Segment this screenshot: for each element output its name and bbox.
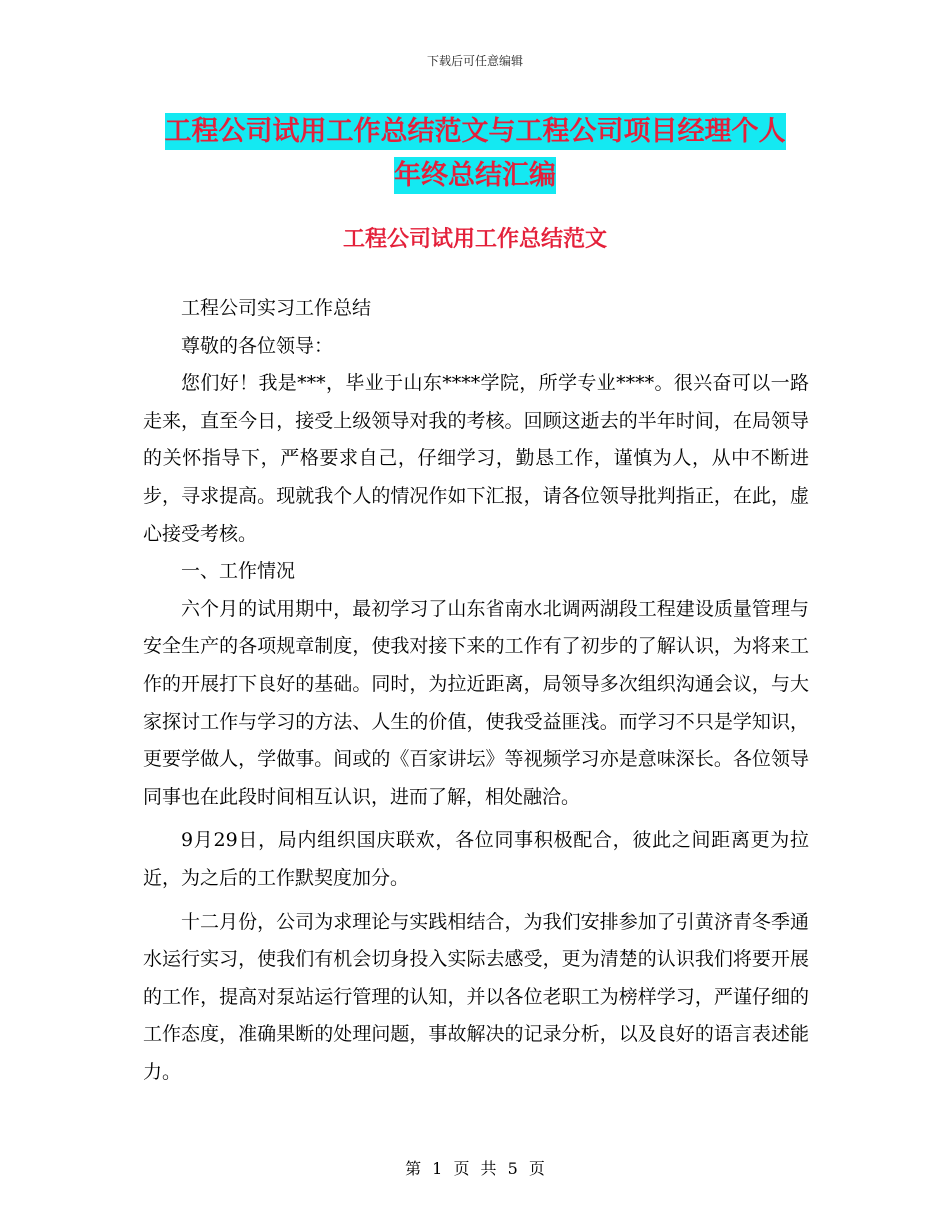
header-note: 下载后可任意编辑 (426, 54, 523, 68)
document-title (0, 110, 950, 198)
paragraph: 十二月份，公司为求理论与实践相结合，为我们安排参加了引黄济青冬季通水运行实习，使我们有机会切身投入实际去感受，更为清楚的认识我们将要开展的工作，提高对泵站运行管理的认知，并以各位老职工为榜样学习，严谨仔细的工作态度，准确果断的处理问题，事故解决的记录分析，以及良好的语言表述能力。 (143, 910, 809, 1083)
section-title: 工程公司试用工作总结范文 (342, 226, 607, 252)
body-text (143, 290, 809, 1091)
paragraph: 工程公司实习工作总结 (181, 297, 372, 319)
title-line-1: 工程公司试用工作总结范文与工程公司项目经理个人 (165, 113, 786, 150)
paragraph: 尊敬的各位领导： (181, 334, 334, 357)
title-line-2: 年终总结汇编 (394, 157, 556, 194)
paragraph: 一、工作情况 (181, 560, 296, 583)
paragraph: 六个月的试用期中，最初学习了山东省南水北调两湖段工程建设质量管理与安全生产的各项规章制度，使我对接下来的工作有了初步的了解认识，为将来工作的开展打下良好的基础。同时，为拉近距离，局领导多次组织沟通会议，与大家探讨工作与学习的方法、人生的价值，使我受益匪浅。而学习不只是学知识，更要学做人，学做事。间或的《百家讲坛》等视频学习亦是意味深长。各位领导同事也在此段时间相互认识，进而了解，相处融洽。 (143, 597, 809, 808)
paragraph: 您们好！我是***，毕业于山东****学院，所学专业****。很兴奋可以一路走来，直至今日，接受上级领导对我的考核。回顾这逝去的半年时间，在局领导的关怀指导下，严格要求自己，仔细学习，勤恳工作，谨慎为人，从中不断进步，寻求提高。现就我个人的情况作如下汇报，请各位领导批判指正，在此，虚心接受考核。 (143, 372, 809, 545)
page-footer: 第 1 页 共 5 页 (405, 1159, 545, 1178)
paragraph: 9月29日，局内组织国庆联欢，各位同事积极配合，彼此之间距离更为拉近，为之后的工作默契度加分。 (143, 829, 809, 889)
